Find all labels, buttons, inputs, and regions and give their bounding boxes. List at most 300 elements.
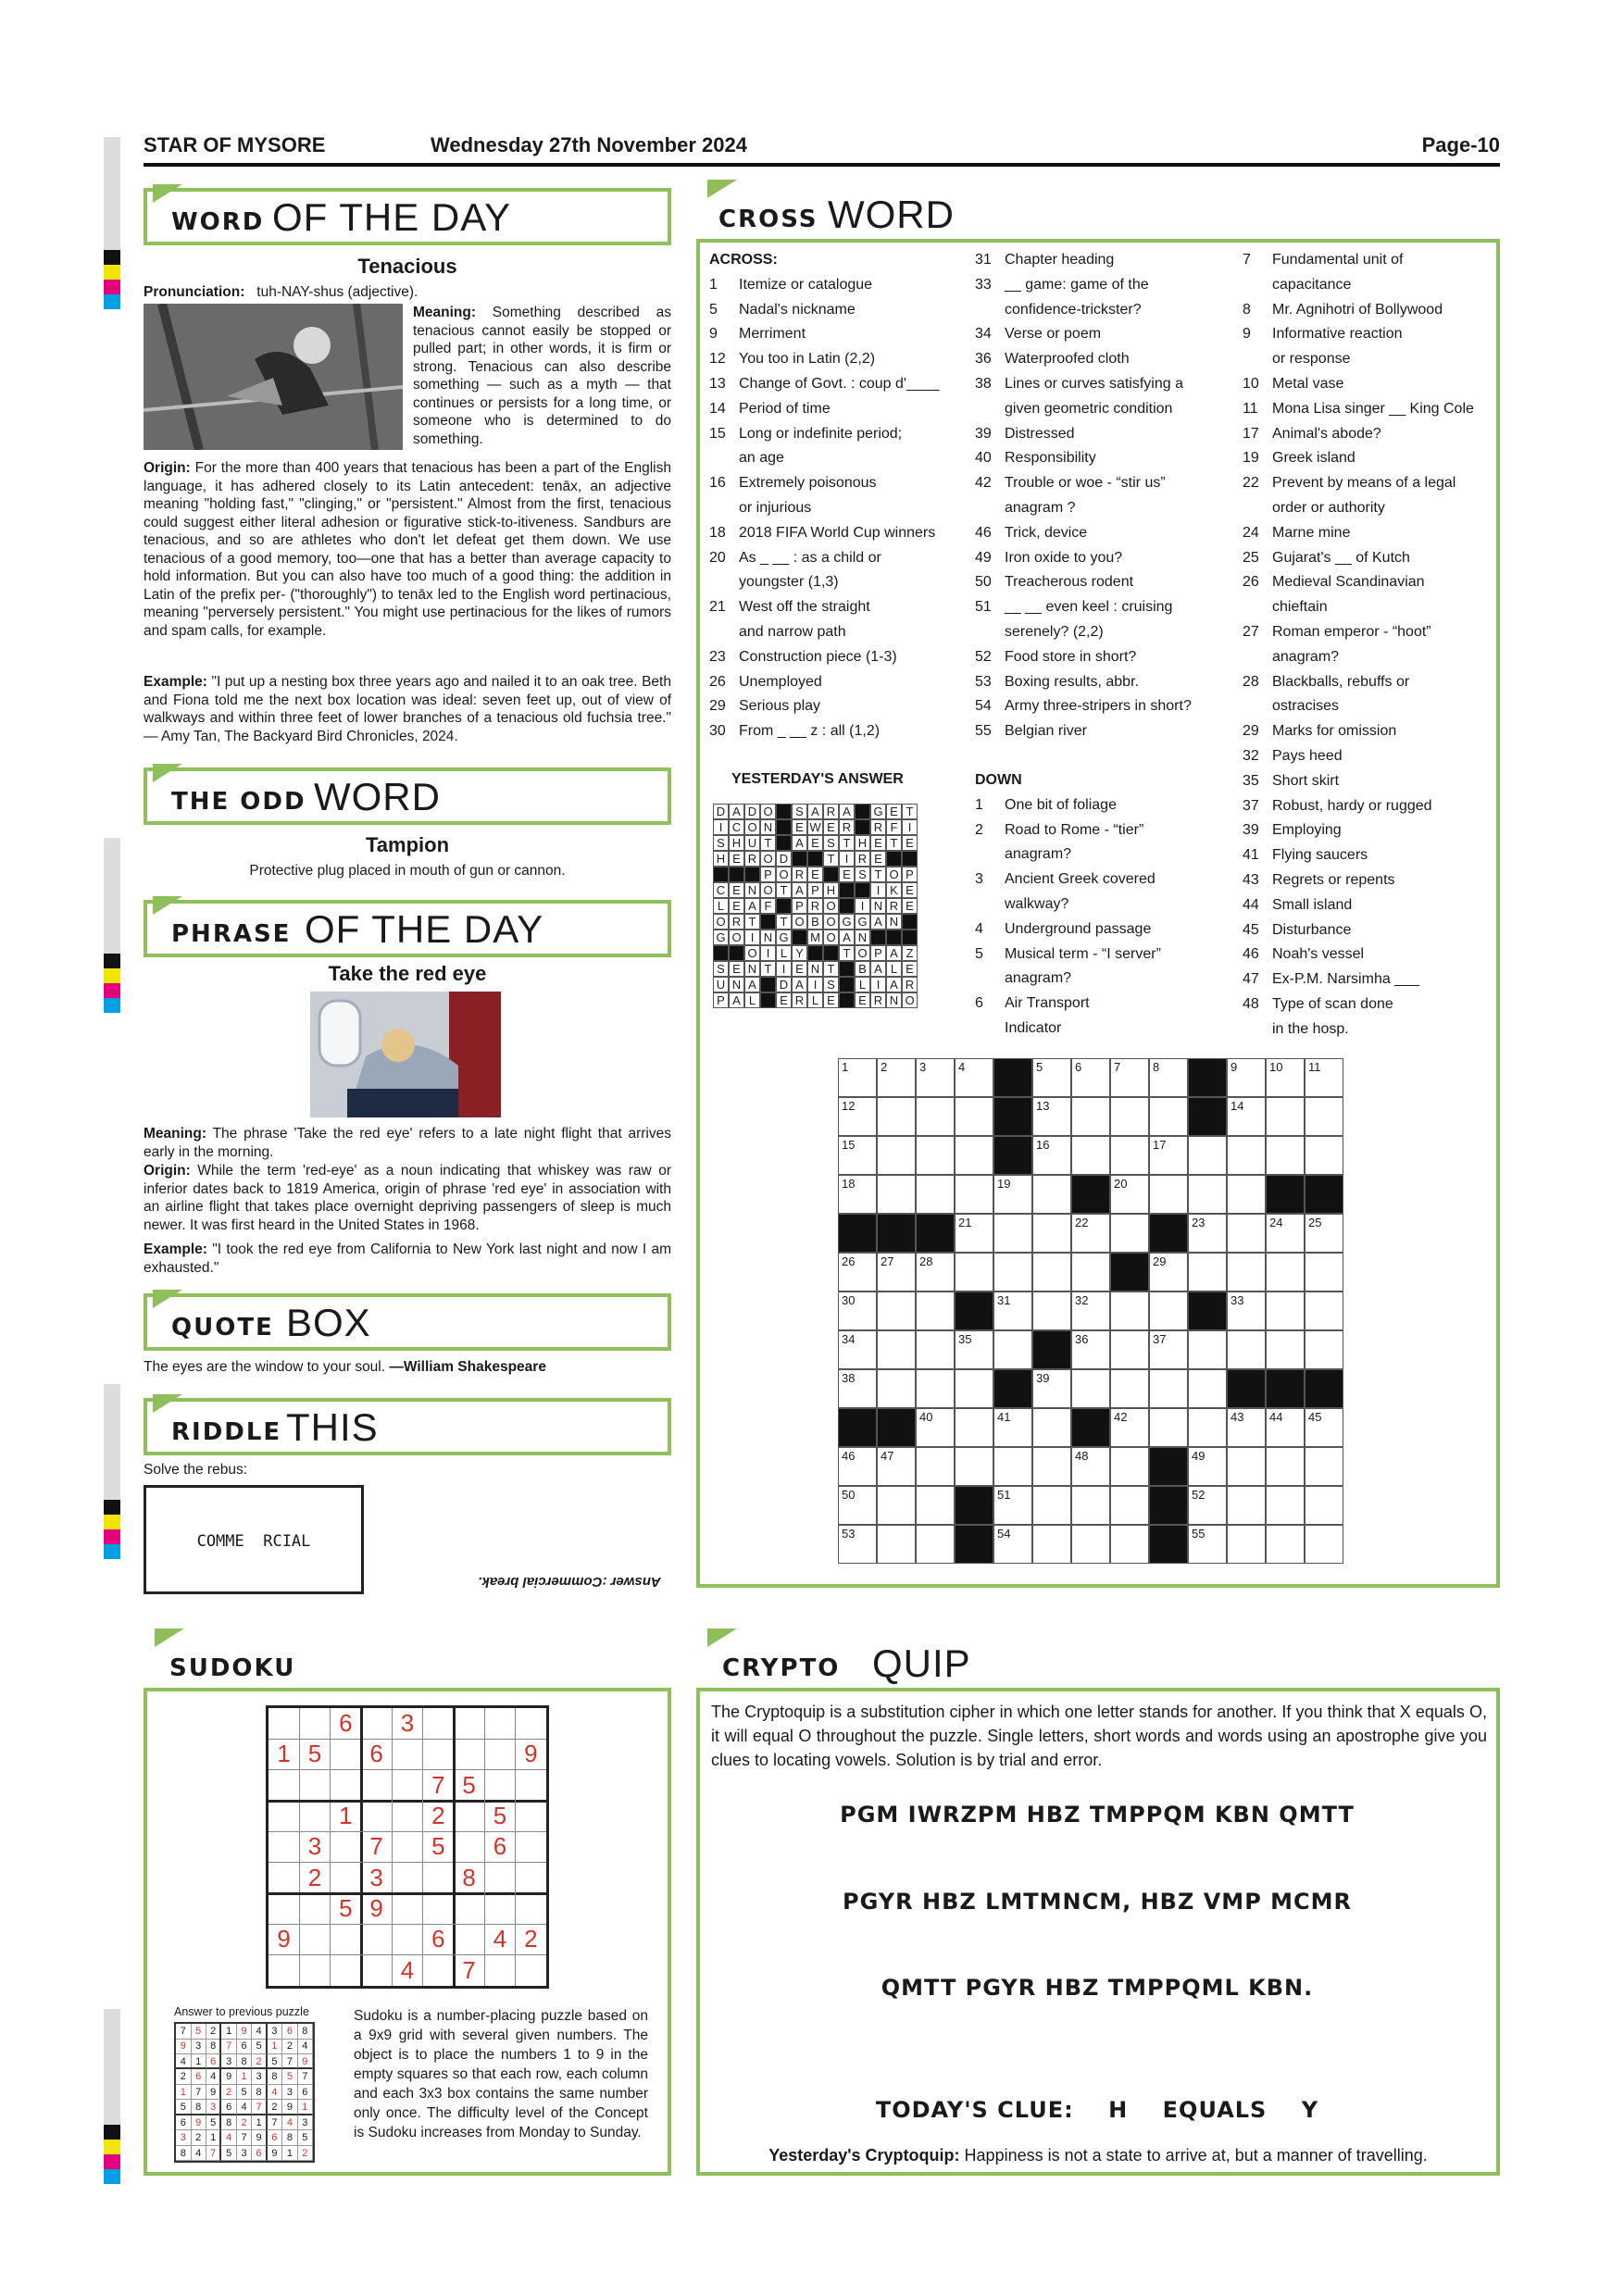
- crossword-cell[interactable]: [1227, 1292, 1266, 1330]
- answer-cell: T: [760, 961, 776, 977]
- crossword-cell[interactable]: [916, 1175, 955, 1214]
- clue: [709, 322, 968, 347]
- crossword-cell[interactable]: [1149, 1408, 1188, 1447]
- sudoku-empty-cell[interactable]: [269, 1831, 299, 1862]
- answer-digit: 9: [298, 2054, 314, 2070]
- crossword-cell[interactable]: [1110, 1292, 1149, 1330]
- sudoku-empty-cell[interactable]: [299, 1770, 330, 1801]
- crossword-cell[interactable]: [877, 1447, 916, 1486]
- clue-text: Robust, hardy or rugged: [1272, 797, 1432, 814]
- answer-digit: 1: [191, 2054, 206, 2070]
- cell-number: 50: [842, 1488, 856, 1502]
- answer-cell: E: [729, 961, 744, 977]
- crossword-cell[interactable]: [1305, 1058, 1343, 1097]
- crossword-block: [1071, 1408, 1110, 1447]
- crossword-block: [993, 1136, 1032, 1175]
- sudoku-empty-cell[interactable]: [299, 1955, 330, 1986]
- crossword-cell[interactable]: [1032, 1214, 1071, 1253]
- crossword-cell[interactable]: [1110, 1330, 1149, 1369]
- sudoku-empty-cell[interactable]: [454, 1708, 484, 1739]
- crossword-block: [1266, 1369, 1305, 1408]
- sudoku-empty-cell[interactable]: [269, 1955, 299, 1986]
- clue: [709, 298, 968, 323]
- crossword-cell[interactable]: [955, 1097, 993, 1136]
- crossword-cell[interactable]: [1110, 1097, 1149, 1136]
- crossword-cell[interactable]: [877, 1136, 916, 1175]
- crossword-cell[interactable]: [993, 1408, 1032, 1447]
- answer-digit: 6: [298, 2085, 314, 2101]
- sudoku-empty-cell[interactable]: [392, 1831, 422, 1862]
- crossword-block: [1305, 1369, 1343, 1408]
- answer-block: [744, 867, 760, 882]
- clue: [975, 645, 1234, 670]
- cell-number: 44: [1269, 1410, 1283, 1424]
- answer-cell: I: [776, 961, 792, 977]
- crossword-cell[interactable]: [1110, 1408, 1149, 1447]
- crossword-cell[interactable]: [1188, 1253, 1227, 1292]
- crossword-cell[interactable]: [1110, 1136, 1149, 1175]
- clue: [1243, 446, 1497, 471]
- crossword-cell[interactable]: [1032, 1486, 1071, 1525]
- answer-digit: 6: [268, 2130, 283, 2146]
- sudoku-empty-cell[interactable]: [361, 1955, 392, 1986]
- crossword-cell[interactable]: [916, 1525, 955, 1564]
- crossword-cell[interactable]: [1188, 1330, 1227, 1369]
- sudoku-empty-cell[interactable]: [299, 1708, 330, 1739]
- sudoku-empty-cell[interactable]: [484, 1955, 515, 1986]
- crossword-cell[interactable]: [877, 1486, 916, 1525]
- crossword-cell[interactable]: [1110, 1058, 1149, 1097]
- sudoku-empty-cell[interactable]: [299, 1801, 330, 1831]
- sudoku-empty-cell[interactable]: [484, 1739, 515, 1769]
- crossword-cell[interactable]: [993, 1253, 1032, 1292]
- answer-cell: S: [823, 977, 839, 992]
- sudoku-empty-cell[interactable]: [516, 1708, 546, 1739]
- sudoku-empty-cell[interactable]: [331, 1955, 361, 1986]
- clue-number: 29: [1243, 723, 1259, 740]
- answer-cell: N: [744, 882, 760, 898]
- answer-cell: H: [855, 835, 870, 851]
- answer-digit: 3: [282, 2085, 298, 2101]
- cell-number: 29: [1153, 1254, 1167, 1268]
- crossword-cell[interactable]: [1110, 1369, 1149, 1408]
- crossword-cell[interactable]: [838, 1369, 877, 1408]
- sudoku-empty-cell[interactable]: [269, 1801, 299, 1831]
- quote-text: [144, 1359, 671, 1376]
- crossword-cell[interactable]: [916, 1097, 955, 1136]
- sudoku-empty-cell[interactable]: [392, 1770, 422, 1801]
- crossword-cell[interactable]: [955, 1408, 993, 1447]
- crossword-cell[interactable]: [1305, 1136, 1343, 1175]
- answer-digit: 8: [298, 2024, 314, 2040]
- sudoku-empty-cell[interactable]: [331, 1924, 361, 1954]
- answer-cell: T: [839, 835, 855, 851]
- answer-cell: E: [902, 961, 918, 977]
- sudoku-empty-cell[interactable]: [423, 1863, 454, 1893]
- clue: [1243, 794, 1497, 819]
- sudoku-empty-cell[interactable]: [516, 1955, 546, 1986]
- cell-number: 37: [1153, 1332, 1167, 1346]
- clue-number: 27: [1243, 623, 1259, 640]
- crossword-cell[interactable]: [916, 1486, 955, 1525]
- crossword-cell[interactable]: [1110, 1214, 1149, 1253]
- corner-tick-icon: [153, 896, 182, 915]
- crossword-cell[interactable]: [1266, 1058, 1305, 1097]
- crossword-cell[interactable]: [1227, 1175, 1266, 1214]
- crossword-cell[interactable]: [955, 1330, 993, 1369]
- sudoku-empty-cell[interactable]: [269, 1770, 299, 1801]
- crossword-block: [838, 1408, 877, 1447]
- crossword-cell[interactable]: [1071, 1330, 1110, 1369]
- crossword-cell[interactable]: [1110, 1175, 1149, 1214]
- crossword-cell[interactable]: [916, 1253, 955, 1292]
- sudoku-empty-cell[interactable]: [484, 1708, 515, 1739]
- sudoku-empty-cell[interactable]: [299, 1924, 330, 1954]
- crossword-cell[interactable]: [877, 1253, 916, 1292]
- crossword-cell[interactable]: [993, 1292, 1032, 1330]
- riddle-header: [144, 1398, 671, 1455]
- crossword-cell[interactable]: [1149, 1330, 1188, 1369]
- crossword-cell[interactable]: [1227, 1097, 1266, 1136]
- crossword-cell[interactable]: [1305, 1525, 1343, 1564]
- answer-cell: N: [729, 977, 744, 992]
- word-example: [144, 673, 671, 745]
- sudoku-empty-cell[interactable]: [516, 1831, 546, 1862]
- answer-digit: 8: [268, 2069, 283, 2085]
- crossword-cell[interactable]: [1266, 1253, 1305, 1292]
- crossword-cell[interactable]: [1227, 1525, 1266, 1564]
- crossword-cell[interactable]: [1266, 1214, 1305, 1253]
- sudoku-empty-cell[interactable]: [331, 1770, 361, 1801]
- crossword-cell[interactable]: [993, 1175, 1032, 1214]
- crossword-cell[interactable]: [838, 1175, 877, 1214]
- crossword-cell[interactable]: [916, 1408, 955, 1447]
- crossword-cell[interactable]: [1305, 1330, 1343, 1369]
- crossword-cell[interactable]: [1227, 1486, 1266, 1525]
- clue-text: Merriment: [739, 326, 806, 343]
- crossword-cell[interactable]: [955, 1136, 993, 1175]
- crossword-cell[interactable]: [1032, 1369, 1071, 1408]
- print-registration-bar: [104, 2009, 120, 2139]
- sudoku-empty-cell[interactable]: [423, 1739, 454, 1769]
- clue-number: 26: [709, 673, 726, 690]
- crossword-cell[interactable]: [1071, 1058, 1110, 1097]
- answer-digit: 9: [237, 2024, 253, 2040]
- crossword-cell[interactable]: [877, 1369, 916, 1408]
- answer-cell: I: [870, 977, 886, 992]
- sudoku-empty-cell[interactable]: [423, 1955, 454, 1986]
- crossword-cell[interactable]: [1149, 1175, 1188, 1214]
- sudoku-empty-cell[interactable]: [392, 1893, 422, 1924]
- crossword-cell[interactable]: [838, 1136, 877, 1175]
- crossword-block: [916, 1214, 955, 1253]
- clue-number: 22: [1243, 475, 1259, 492]
- cell-number: 15: [842, 1138, 856, 1152]
- clue: [709, 521, 968, 546]
- sudoku-given-cell: 6: [493, 1832, 507, 1861]
- crossword-cell[interactable]: [838, 1097, 877, 1136]
- sudoku-empty-cell[interactable]: [454, 1831, 484, 1862]
- clue-text: ostracises: [1272, 698, 1340, 715]
- sudoku-empty-cell[interactable]: [516, 1863, 546, 1893]
- sudoku-empty-cell[interactable]: [299, 1893, 330, 1924]
- sudoku-empty-cell[interactable]: [361, 1924, 392, 1954]
- crossword-cell[interactable]: [1071, 1097, 1110, 1136]
- clue-text: Itemize or catalogue: [739, 276, 873, 293]
- clue: [1243, 347, 1497, 372]
- crossword-cell[interactable]: [916, 1369, 955, 1408]
- sudoku-empty-cell[interactable]: [484, 1770, 515, 1801]
- answer-block: [807, 851, 823, 867]
- clue: [975, 397, 1234, 422]
- crossword-cell[interactable]: [955, 1175, 993, 1214]
- crossword-cell[interactable]: [1110, 1486, 1149, 1525]
- crossword-cell[interactable]: [1227, 1214, 1266, 1253]
- crossword-cell[interactable]: [916, 1136, 955, 1175]
- crossword-cell[interactable]: [1266, 1408, 1305, 1447]
- sudoku-empty-cell[interactable]: [484, 1863, 515, 1893]
- phrase-meaning: [144, 1125, 671, 1161]
- sudoku-empty-cell[interactable]: [516, 1770, 546, 1801]
- answer-cell: P: [713, 992, 729, 1008]
- clue-number: [709, 570, 739, 595]
- crossword-cell[interactable]: [1227, 1058, 1266, 1097]
- clue-number: [975, 298, 1005, 323]
- example-label: Example:: [144, 1242, 207, 1257]
- crossword-cell[interactable]: [1305, 1253, 1343, 1292]
- clue-text: Marne mine: [1272, 524, 1351, 541]
- crossword-cell[interactable]: [1305, 1486, 1343, 1525]
- quote-box-header: [144, 1293, 671, 1351]
- sudoku-empty-cell[interactable]: [423, 1893, 454, 1924]
- crossword-cell[interactable]: [877, 1175, 916, 1214]
- sudoku-empty-cell[interactable]: [484, 1893, 515, 1924]
- crossword-cell[interactable]: [1227, 1253, 1266, 1292]
- answer-digit: 3: [268, 2024, 283, 2040]
- sudoku-empty-cell[interactable]: [454, 1801, 484, 1831]
- clue-text: given geometric condition: [1005, 400, 1173, 417]
- crossword-cell[interactable]: [993, 1447, 1032, 1486]
- crossword-cell[interactable]: [1071, 1292, 1110, 1330]
- crossword-cell[interactable]: [1227, 1447, 1266, 1486]
- origin-label: Origin:: [144, 460, 191, 476]
- crossword-cell[interactable]: [1305, 1447, 1343, 1486]
- crossword-cell[interactable]: [1071, 1214, 1110, 1253]
- answer-cell: S: [823, 835, 839, 851]
- crossword-cell[interactable]: [1071, 1447, 1110, 1486]
- crossword-cell[interactable]: [1032, 1447, 1071, 1486]
- crossword-cell[interactable]: [838, 1253, 877, 1292]
- crossword-cell[interactable]: [1032, 1175, 1071, 1214]
- crossword-cell[interactable]: [1188, 1408, 1227, 1447]
- crossword-cell[interactable]: [916, 1447, 955, 1486]
- sudoku-empty-cell[interactable]: [454, 1893, 484, 1924]
- crossword-cell[interactable]: [1188, 1136, 1227, 1175]
- sudoku-empty-cell[interactable]: [269, 1863, 299, 1893]
- answer-digit: 1: [237, 2069, 253, 2085]
- clue-text: Serious play: [739, 698, 821, 715]
- answer-cell: D: [713, 804, 729, 819]
- crossword-cell[interactable]: [1110, 1447, 1149, 1486]
- sudoku-empty-cell[interactable]: [392, 1739, 422, 1769]
- crossword-cell[interactable]: [1149, 1292, 1188, 1330]
- clue-text: Verse or poem: [1005, 326, 1102, 343]
- word-of-day-header: [144, 188, 671, 245]
- crossword-cell[interactable]: [955, 1447, 993, 1486]
- pronunciation: [144, 283, 671, 302]
- crossword-cell[interactable]: [1188, 1214, 1227, 1253]
- answer-digit: 7: [298, 2069, 314, 2085]
- crossword-cell[interactable]: [1032, 1058, 1071, 1097]
- sudoku-given-cell: 5: [431, 1832, 445, 1861]
- sudoku-empty-cell[interactable]: [331, 1739, 361, 1769]
- answer-digit: 6: [282, 2024, 298, 2040]
- clue-number: 11: [1243, 400, 1258, 417]
- sudoku-given-cell: 3: [369, 1863, 383, 1891]
- answer-digit: 3: [191, 2039, 206, 2054]
- crossword-cell[interactable]: [955, 1058, 993, 1097]
- crossword-cell[interactable]: [1188, 1486, 1227, 1525]
- crossword-block: [1032, 1330, 1071, 1369]
- answer-cell: R: [807, 898, 823, 914]
- answer-digit: 6: [237, 2039, 253, 2054]
- sudoku-empty-cell[interactable]: [392, 1924, 422, 1954]
- clue: [709, 670, 968, 695]
- crossword-cell[interactable]: [1305, 1214, 1343, 1253]
- crossword-cell[interactable]: [1227, 1408, 1266, 1447]
- crossword-cell[interactable]: [1227, 1330, 1266, 1369]
- answer-digit: 5: [252, 2039, 268, 2054]
- crossword-cell[interactable]: [838, 1058, 877, 1097]
- crossword-cell[interactable]: [1071, 1486, 1110, 1525]
- crossword-cell[interactable]: [916, 1330, 955, 1369]
- answer-cell: P: [760, 867, 776, 882]
- clue-text: West off the straight: [739, 599, 870, 616]
- crossword-cell[interactable]: [993, 1486, 1032, 1525]
- crossword-cell[interactable]: [955, 1253, 993, 1292]
- crossword-cell[interactable]: [877, 1525, 916, 1564]
- crossword-cell[interactable]: [1032, 1097, 1071, 1136]
- crossword-cell[interactable]: [1149, 1369, 1188, 1408]
- crossword-cell[interactable]: [838, 1330, 877, 1369]
- answer-digit: 1: [282, 2146, 298, 2162]
- clue: [975, 347, 1234, 372]
- crossword-cell[interactable]: [1032, 1253, 1071, 1292]
- sudoku-empty-cell[interactable]: [454, 1924, 484, 1954]
- clue-number: 36: [975, 351, 992, 368]
- answer-cell: N: [870, 898, 886, 914]
- crossword-cell[interactable]: [877, 1097, 916, 1136]
- crossword-cell[interactable]: [1266, 1486, 1305, 1525]
- crossword-cell[interactable]: [1266, 1292, 1305, 1330]
- sudoku-empty-cell[interactable]: [454, 1739, 484, 1769]
- answer-cell: C: [713, 882, 729, 898]
- sudoku-empty-cell[interactable]: [269, 1893, 299, 1924]
- crossword-cell[interactable]: [955, 1369, 993, 1408]
- answer-block: [760, 992, 776, 1008]
- crossword-cell[interactable]: [1149, 1136, 1188, 1175]
- crossword-cell[interactable]: [1266, 1447, 1305, 1486]
- crossword-cell[interactable]: [916, 1058, 955, 1097]
- crossword-cell[interactable]: [1032, 1292, 1071, 1330]
- clue: [709, 546, 968, 571]
- crossword-cell[interactable]: [877, 1292, 916, 1330]
- crossword-cell[interactable]: [1188, 1525, 1227, 1564]
- crossword-cell[interactable]: [1188, 1447, 1227, 1486]
- sudoku-empty-cell[interactable]: [361, 1801, 392, 1831]
- crossword-cell[interactable]: [993, 1525, 1032, 1564]
- crossword-cell[interactable]: [838, 1447, 877, 1486]
- crossword-cell[interactable]: [916, 1292, 955, 1330]
- sudoku-empty-cell[interactable]: [423, 1708, 454, 1739]
- crossword-cell[interactable]: [838, 1525, 877, 1564]
- crossword-cell[interactable]: [1071, 1525, 1110, 1564]
- crossword-cell[interactable]: [1266, 1136, 1305, 1175]
- answer-cell: T: [823, 961, 839, 977]
- clue-text: Responsibility: [1005, 450, 1096, 467]
- crossword-cell[interactable]: [1149, 1253, 1188, 1292]
- crossword-cell[interactable]: [1266, 1525, 1305, 1564]
- crossword-cell[interactable]: [1305, 1292, 1343, 1330]
- crossword-cell[interactable]: [1071, 1253, 1110, 1292]
- clue: [975, 694, 1234, 719]
- crossword-block: [993, 1097, 1032, 1136]
- crossword-cell[interactable]: [1188, 1369, 1227, 1408]
- crossword-cell[interactable]: [877, 1058, 916, 1097]
- crossword-cell[interactable]: [877, 1330, 916, 1369]
- answer-digit: 3: [237, 2146, 253, 2162]
- sudoku-empty-cell[interactable]: [392, 1801, 422, 1831]
- crossword-cell[interactable]: [993, 1214, 1032, 1253]
- crossword-cell[interactable]: [1071, 1369, 1110, 1408]
- answer-block: [839, 898, 855, 914]
- sudoku-empty-cell[interactable]: [361, 1708, 392, 1739]
- sudoku-empty-cell[interactable]: [516, 1801, 546, 1831]
- todays-clue: TODAY'S CLUE: H EQUALS Y: [875, 2097, 1319, 2123]
- crossword-cell[interactable]: [993, 1330, 1032, 1369]
- sudoku-empty-cell[interactable]: [331, 1863, 361, 1893]
- crossword-cell[interactable]: [1305, 1097, 1343, 1136]
- crossword-cell[interactable]: [838, 1486, 877, 1525]
- crossword-cell[interactable]: [1266, 1097, 1305, 1136]
- clue-number: 42: [975, 475, 992, 492]
- section-title: WORD: [828, 193, 955, 236]
- crossword-cell[interactable]: [1071, 1136, 1110, 1175]
- answer-cell: W: [807, 819, 823, 835]
- sudoku-empty-cell[interactable]: [516, 1893, 546, 1924]
- clue-number: 24: [1243, 524, 1259, 541]
- sudoku-empty-cell[interactable]: [269, 1708, 299, 1739]
- crossword-cell[interactable]: [1188, 1175, 1227, 1214]
- crossword-cell[interactable]: [1110, 1525, 1149, 1564]
- sudoku-empty-cell[interactable]: [361, 1770, 392, 1801]
- crossword-cell[interactable]: [1149, 1058, 1188, 1097]
- crossword-cell[interactable]: [1227, 1136, 1266, 1175]
- crossword-cell[interactable]: [1032, 1525, 1071, 1564]
- crossword-cell[interactable]: [1266, 1330, 1305, 1369]
- crossword-cell[interactable]: [838, 1292, 877, 1330]
- sudoku-empty-cell[interactable]: [331, 1831, 361, 1862]
- crossword-cell[interactable]: [1305, 1408, 1343, 1447]
- crossword-cell[interactable]: [1032, 1408, 1071, 1447]
- clue: [975, 867, 1234, 892]
- crossword-cell[interactable]: [1032, 1136, 1071, 1175]
- clue-text: order or authority: [1272, 499, 1385, 516]
- crossword-cell[interactable]: [955, 1214, 993, 1253]
- sudoku-empty-cell[interactable]: [392, 1863, 422, 1893]
- answer-cell: C: [729, 819, 744, 835]
- crossword-cell[interactable]: [1149, 1097, 1188, 1136]
